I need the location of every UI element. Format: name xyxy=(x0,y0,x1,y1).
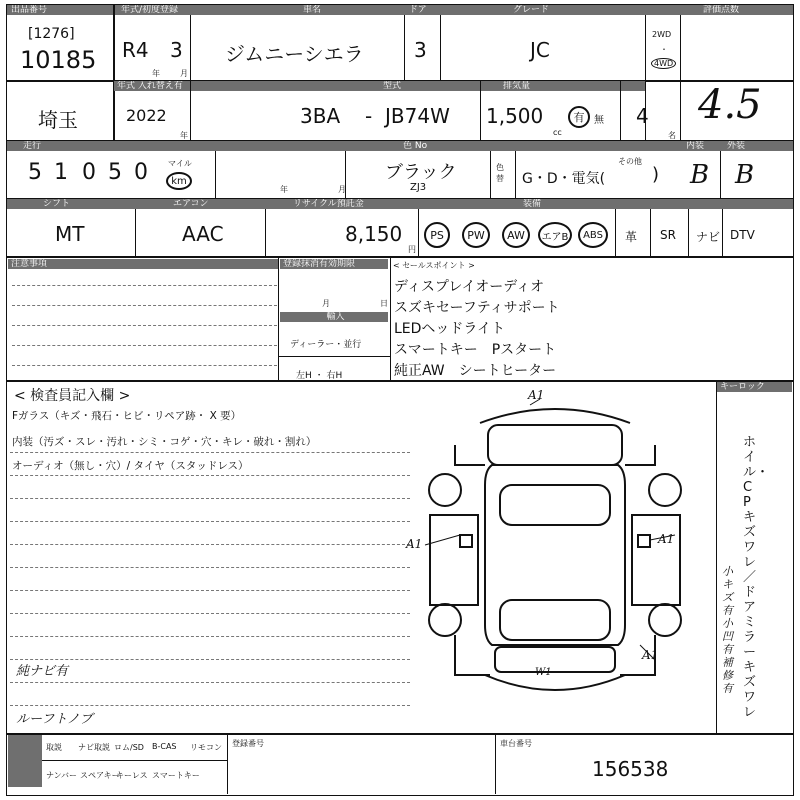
model-code: JB74W xyxy=(385,104,450,128)
color-options: G・D・電気( xyxy=(522,171,606,187)
header-shamei: 車名 xyxy=(300,5,360,15)
divider xyxy=(135,209,136,256)
divider xyxy=(390,258,391,380)
bottom-r2-0: ナンバー xyxy=(46,771,78,780)
inspector-line xyxy=(10,659,410,660)
header-recycle: リサイクル預託金 xyxy=(290,199,390,209)
equip-navi: ナビ xyxy=(696,230,721,244)
car-diagram xyxy=(400,385,710,725)
body-outline xyxy=(485,465,625,645)
header-hyoka: 評価点数 xyxy=(700,5,792,15)
header-shift: シフト xyxy=(40,199,100,209)
windshield xyxy=(500,485,610,525)
mileage-digit: 0 xyxy=(134,160,148,185)
reg-handle: 左H ・ 右H xyxy=(296,371,343,381)
lot-bracket: [1276] xyxy=(28,26,75,42)
reg-month: 月 xyxy=(322,299,330,308)
turbo-yes: 有 xyxy=(568,106,590,128)
turbo-no: 無 xyxy=(594,115,604,126)
region-year: 2022 xyxy=(126,106,167,125)
engine-cc: 1,500 xyxy=(486,104,544,128)
sales-point-3: LEDヘッドライト xyxy=(394,321,506,337)
inspector-hand2: ルーフトノブ xyxy=(16,712,93,727)
car-doors: 3 xyxy=(414,38,427,62)
right-door xyxy=(632,515,680,605)
equip-pw: PW xyxy=(462,222,490,248)
header-iro: 色 No xyxy=(400,141,460,151)
inspector-line xyxy=(10,498,410,499)
reg-number-label: 登録番号 xyxy=(232,739,264,748)
divider xyxy=(265,209,266,256)
sales-point-5: 純正AW シートヒーター xyxy=(394,363,557,379)
sales-point-1: ディスプレイオーディオ xyxy=(394,279,545,295)
lot-number: 10185 xyxy=(20,46,97,74)
sales-point-4: スマートキー Pスタート xyxy=(394,342,557,358)
inspector-line xyxy=(10,452,410,453)
inspector-line xyxy=(10,613,410,614)
car-name: ジムニーシエラ xyxy=(225,42,364,66)
header-key: キーロック xyxy=(717,382,792,392)
mileage-digit: 1 xyxy=(54,160,68,185)
divider xyxy=(190,15,191,140)
color-other: その他 xyxy=(618,157,642,166)
model-dash: - xyxy=(365,104,373,128)
inspector-line xyxy=(10,475,410,476)
car-grade: JC xyxy=(530,38,550,62)
color-name: ブラック xyxy=(385,162,457,183)
year-month-nen: 年 xyxy=(280,185,288,194)
header-keishiki: 型式 xyxy=(380,81,440,91)
engine-cc-unit: cc xyxy=(553,128,562,137)
divider xyxy=(7,256,793,258)
chassis-value: 156538 xyxy=(592,757,669,781)
drive-2wd: 2WD xyxy=(652,30,672,39)
header-shuppin: 出品番号 xyxy=(8,5,108,15)
equip-sr: SR xyxy=(660,228,676,242)
header-grade: グレード xyxy=(510,5,580,15)
divider xyxy=(680,15,681,140)
inspector-title: < 検査員記入欄 > xyxy=(14,388,131,404)
damage-rear-right: A1 xyxy=(642,648,659,662)
divider xyxy=(650,209,651,256)
model-prefix: 3BA xyxy=(300,104,341,128)
header-door: ドア xyxy=(406,5,446,15)
inspector-interior: 内装（汚ズ・スレ・汚れ・シミ・コゲ・穴・キレ・破れ・割れ） xyxy=(12,436,317,448)
wheel-rear-left xyxy=(429,604,461,636)
inspector-fglass: Fガラス（キズ・飛石・ヒビ・リペア跡・ X 要） xyxy=(12,410,242,422)
header-equipment: 装備 xyxy=(520,199,620,209)
note-line xyxy=(12,345,277,346)
reg-day: 日 xyxy=(380,299,388,308)
side-handwritten: 小キズ有 小凹有 補修有 xyxy=(722,565,733,695)
reg-import-value: ディーラー・並行 xyxy=(290,340,362,350)
year-month: 3 xyxy=(170,38,183,62)
bottom-r1-3: B-CAS xyxy=(152,742,177,751)
note-line xyxy=(12,365,277,366)
hood xyxy=(495,647,615,672)
wheel-front-right xyxy=(649,474,681,506)
inspector-line xyxy=(10,521,410,522)
inspector-line xyxy=(10,590,410,591)
header-nenshiki: 年式/初度登録 xyxy=(118,5,188,15)
sales-point-2: スズキセーフティサポート xyxy=(394,300,560,316)
note-line xyxy=(12,285,277,286)
divider xyxy=(279,356,390,357)
year-nen-unit: 年 xyxy=(152,69,160,78)
front-bumper xyxy=(485,675,625,690)
inspector-hand1: 純ナビ有 xyxy=(16,664,69,679)
year-era: R4 xyxy=(122,38,149,62)
damage-roof: A1 xyxy=(528,388,545,402)
divider xyxy=(440,15,441,80)
divider xyxy=(720,151,721,198)
year-month-tsuki: 月 xyxy=(338,185,346,194)
divider xyxy=(722,209,723,256)
inspector-audio: オーディオ（無し・穴）/ タイヤ（スタッドレス） xyxy=(12,460,249,472)
side-note: ホイル・CPキズ ワレ／ドアミラーキズ ワレ xyxy=(743,435,770,720)
color-code: ZJ3 xyxy=(410,182,427,193)
mileage-digit: 5 xyxy=(28,160,42,185)
mileage-digits xyxy=(28,160,158,185)
divider xyxy=(716,381,717,733)
left-mirror xyxy=(460,535,472,547)
drive-4wd: 4WD xyxy=(651,58,676,69)
sales-point-header: < セールスポイント > xyxy=(393,261,475,270)
left-rear-fender xyxy=(455,445,485,465)
right-mirror xyxy=(638,535,650,547)
rear-window xyxy=(500,600,610,640)
bottom-r2-3: スマートキー xyxy=(152,771,200,780)
divider xyxy=(227,734,228,794)
wheel-rear-right xyxy=(649,604,681,636)
year-tsuki-unit: 月 xyxy=(180,69,188,78)
engine-seats-unit: 名 xyxy=(668,131,676,140)
divider xyxy=(495,734,496,794)
drive-dot: ・ xyxy=(660,45,668,54)
bottom-r1-0: 取説 xyxy=(46,743,62,752)
header-chuui: 登録抹消有効期限 xyxy=(280,259,388,269)
engine-seats: 4 xyxy=(636,104,649,128)
bottom-r2-1: スペアキー xyxy=(80,771,120,780)
score-handwritten: 4.5 xyxy=(698,82,762,128)
mileage-unit-km: km xyxy=(166,172,192,190)
inspector-line xyxy=(10,567,410,568)
bottom-r1-2: ロム/SD xyxy=(114,743,144,752)
divider xyxy=(490,151,491,198)
note-line xyxy=(12,325,277,326)
trans-shift: MT xyxy=(55,222,85,246)
mileage-digit: 0 xyxy=(82,160,96,185)
color-close: ) xyxy=(652,164,660,185)
divider xyxy=(688,209,689,256)
equip-abs: ABS xyxy=(578,222,608,248)
divider xyxy=(418,209,419,256)
damage-rear: W1 xyxy=(535,667,552,678)
trans-ac: AAC xyxy=(182,222,224,246)
chassis-label: 車台番号 xyxy=(500,739,532,748)
divider xyxy=(7,733,793,735)
divider xyxy=(215,151,216,198)
header-naisou: 内装 xyxy=(683,141,719,151)
roof-top-edge xyxy=(480,409,630,423)
note-line xyxy=(12,305,277,306)
divider xyxy=(480,81,481,140)
header-import: 輸入 xyxy=(280,312,388,322)
region-name: 埼玉 xyxy=(38,108,78,132)
divider xyxy=(404,15,405,80)
region-year-unit: 年 xyxy=(180,131,188,140)
inspector-line xyxy=(10,636,410,637)
left-door xyxy=(430,515,478,605)
bottom-r1-1: ナビ取説 xyxy=(78,743,110,752)
header-sokosu: 走行 xyxy=(20,141,80,151)
roof-rear-rack xyxy=(488,425,622,465)
trans-recycle: 8,150 xyxy=(345,222,403,246)
divider xyxy=(42,760,227,761)
equip-airbag: エアB xyxy=(538,222,572,248)
header-haikiryo: 排気量 xyxy=(500,81,560,91)
divider xyxy=(7,380,793,382)
divider xyxy=(615,209,616,256)
inspector-line xyxy=(10,544,410,545)
bottom-r1-4: リモコン xyxy=(190,743,222,752)
grade-interior: B xyxy=(690,160,710,190)
header-row4 xyxy=(7,199,793,209)
equip-ps: PS xyxy=(424,222,450,248)
header-notes: 注意事項 xyxy=(8,259,278,269)
right-rear-fender xyxy=(625,445,655,465)
wheel-front-left xyxy=(429,474,461,506)
mileage-unit-mile: マイル xyxy=(168,159,192,168)
grade-exterior: B xyxy=(735,160,755,190)
equip-aw: AW xyxy=(502,222,530,248)
divider xyxy=(620,81,621,140)
bottom-r2-2: キーレス xyxy=(116,771,148,780)
divider xyxy=(113,5,115,140)
divider xyxy=(515,151,516,198)
divider xyxy=(278,258,279,380)
left-front-fender xyxy=(455,635,490,675)
bottom-label-strip xyxy=(8,735,42,787)
inspector-line xyxy=(10,682,410,683)
header-chiiki: 年式 入れ替え有 xyxy=(114,81,190,91)
damage-left: A1 xyxy=(406,537,423,551)
color-change-label: 色替 xyxy=(496,163,504,183)
equip-dtv: DTV xyxy=(730,228,755,242)
damage-right: A1 xyxy=(658,532,675,546)
mileage-digit: 5 xyxy=(108,160,122,185)
equip-leather: 革 xyxy=(625,230,638,244)
header-gaisou: 外装 xyxy=(724,141,764,151)
trans-recycle-unit: 円 xyxy=(408,245,416,254)
header-aircon: エアコン xyxy=(170,199,230,209)
inspector-line xyxy=(10,705,410,706)
